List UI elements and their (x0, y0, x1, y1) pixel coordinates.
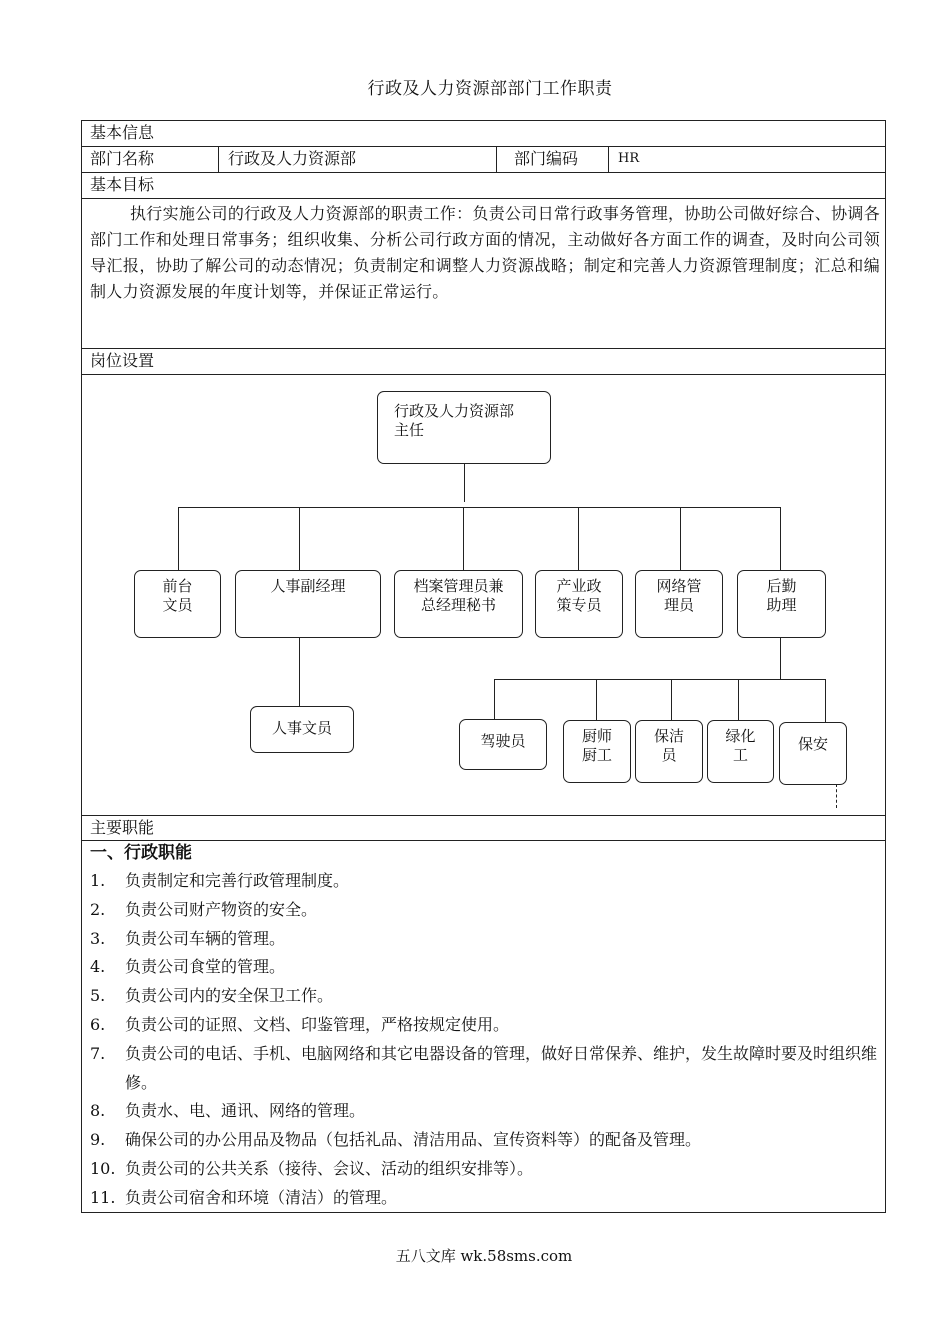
function-item-text: 负责公司的证照、文档、印鉴管理，严格按规定使用。 (125, 1014, 510, 1034)
connector (463, 507, 464, 571)
dept-name-label: 部门名称 (90, 149, 155, 168)
function-item (90, 1040, 880, 1098)
col-divider (218, 146, 219, 172)
connector (825, 679, 826, 723)
function-item-text: 确保公司的办公用品及物品（包括礼品、清洁用品、宣传资料等）的配备及管理。 (125, 1130, 702, 1150)
row-divider (82, 840, 885, 841)
org-box-hr-clerk: 人事文员 (250, 706, 354, 753)
connector (671, 679, 672, 721)
document-title: 行政及人力资源部部门工作职责 (367, 79, 613, 99)
goal-text: 执行实施公司的行政及人力资源部的职责工作：负责公司日常行政事务管理，协助公司做好综合、协调各部门工作和处理日常事务；组织收集、分析公司行政方面的情况，主动做好各方面工作的调查，及时向公司领导汇报，协助了解公司的动态情况；负责制定和调整人力资源战略；制定和完善人力资源管理制度；汇总和编制人力资源发展的年度计划等，并保证正常运行。 (90, 204, 880, 301)
org-box-front-desk: 前台 文员 (134, 570, 221, 638)
function-item (90, 1184, 880, 1213)
functions-heading: 一、行政职能 (90, 843, 192, 863)
row-divider (82, 198, 885, 199)
connector (494, 679, 495, 719)
function-item (90, 1011, 880, 1040)
org-box-cook: 厨师 厨工 (563, 720, 631, 783)
function-item (90, 982, 880, 1011)
connector (680, 507, 681, 571)
functions-label: 主要职能 (90, 818, 155, 837)
connector (578, 507, 579, 571)
function-item-text: 负责公司财产物资的安全。 (125, 899, 318, 919)
connector (464, 464, 465, 502)
org-box-policy: 产业政 策专员 (535, 570, 623, 638)
functions-list (90, 867, 880, 1213)
connector (596, 679, 597, 721)
function-item-number: 6. (90, 1014, 106, 1034)
function-item (90, 1097, 880, 1126)
function-item-number: 1. (90, 871, 106, 890)
connector (780, 507, 781, 571)
dept-name-value: 行政及人力资源部 (228, 149, 357, 168)
col-divider (496, 146, 497, 172)
function-item-number: 3. (90, 928, 106, 948)
function-item-text: 负责水、电、通讯、网络的管理。 (125, 1101, 366, 1121)
org-box-security: 保安 (779, 722, 847, 785)
org-box-driver: 驾驶员 (459, 719, 547, 770)
col-divider (608, 146, 609, 172)
function-item-number: 4. (90, 957, 106, 977)
connector (178, 507, 179, 571)
positions-label: 岗位设置 (90, 351, 155, 370)
function-item (90, 925, 880, 954)
row-divider (82, 146, 885, 147)
dept-code-value: HR (618, 151, 640, 166)
goal-label: 基本目标 (90, 175, 155, 194)
row-divider (82, 374, 885, 375)
function-item-number: 11. (90, 1187, 116, 1207)
function-item (90, 1155, 880, 1184)
function-item (90, 867, 880, 896)
basic-info-label: 基本信息 (90, 123, 155, 142)
responsibility-table (81, 120, 886, 1213)
row-divider (82, 815, 885, 816)
connector (738, 679, 739, 721)
function-item-number: 9. (90, 1130, 106, 1150)
org-box-logistics: 后勤 助理 (737, 570, 826, 638)
function-item (90, 953, 880, 982)
function-item-number: 5. (90, 986, 106, 1006)
footer-watermark: 五八文库 wk.58sms.com (395, 1247, 573, 1265)
row-divider (82, 348, 885, 349)
connector (299, 507, 300, 571)
org-box-hr-deputy: 人事副经理 (235, 570, 381, 638)
function-item-number: 2. (90, 899, 106, 919)
org-box-cleaner: 保洁 员 (635, 720, 703, 783)
dept-code-label: 部门编码 (514, 149, 579, 168)
function-item-text: 负责公司内的安全保卫工作。 (125, 986, 334, 1006)
function-item-number: 10. (90, 1158, 116, 1178)
function-item-number: 8. (90, 1101, 106, 1121)
connector-dashed (836, 784, 837, 808)
function-item-text: 负责制定和完善行政管理制度。 (125, 871, 350, 890)
function-item-text: 负责公司的公共关系（接待、会议、活动的组织安排等）。 (125, 1158, 534, 1178)
connector (494, 679, 826, 680)
org-box-gardener: 绿化 工 (707, 720, 774, 783)
function-item (90, 896, 880, 925)
function-item-text: 负责公司的电话、手机、电脑网络和其它电器设备的管理，做好日常保养、维护，发生故障时要及时组织维修。 (125, 1043, 878, 1092)
function-item-number: 7. (90, 1043, 106, 1063)
org-box-director: 行政及人力资源部 主任 (377, 391, 551, 464)
function-item (90, 1126, 880, 1155)
connector (299, 637, 300, 707)
org-box-archivist: 档案管理员兼 总经理秘书 (394, 570, 523, 638)
function-item-text: 负责公司车辆的管理。 (125, 928, 286, 948)
org-box-network: 网络管 理员 (635, 570, 723, 638)
connector (178, 507, 780, 508)
function-item-text: 负责公司食堂的管理。 (125, 957, 286, 977)
connector (780, 637, 781, 679)
row-divider (82, 172, 885, 173)
function-item-text: 负责公司宿舍和环境（清洁）的管理。 (125, 1187, 398, 1207)
